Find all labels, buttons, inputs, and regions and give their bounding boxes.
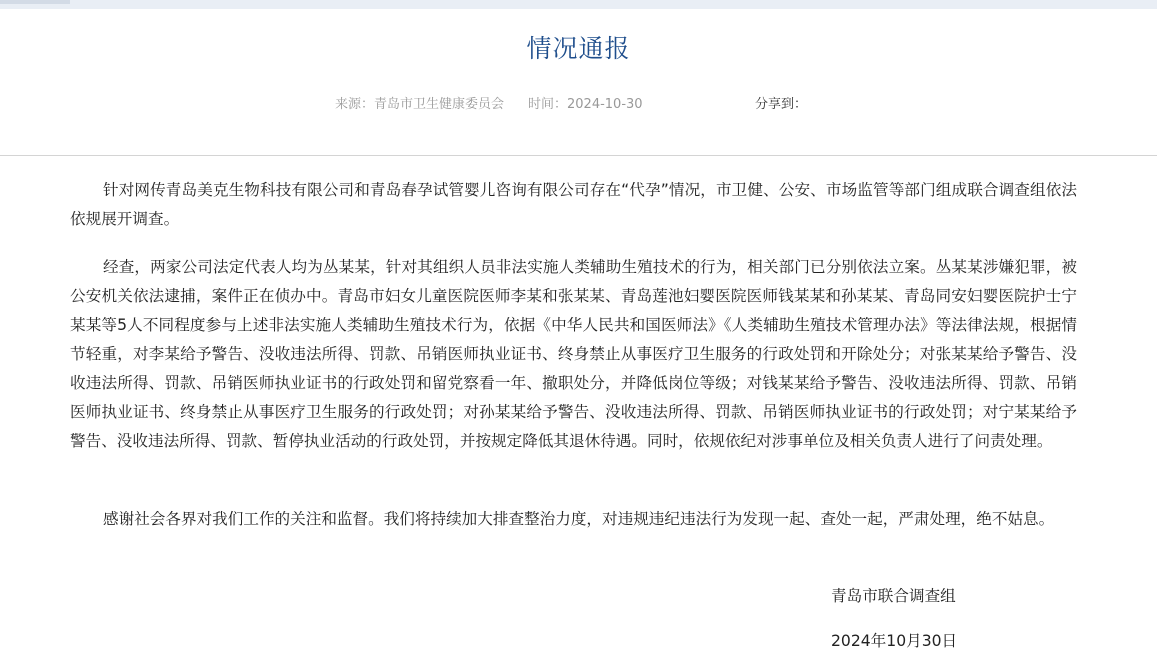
share-label: 分享到： (755, 97, 808, 112)
top-nav-remnant (0, 0, 70, 4)
signature-org: 青岛市联合调查组 (831, 587, 956, 605)
publish-time: 时间：2024-10-30 (528, 97, 643, 112)
source-label: 来源：青岛市卫生健康委员会 (335, 97, 505, 112)
paragraph-findings: 经查，两家公司法定代表人均为丛某某，针对其组织人员非法实施人类辅助生殖技术的行为，相关部门已分别依法立案。丛某某涉嫌犯罪，被公安机关依法逮捕，案件正在侦办中。青岛市妇女儿童医院医师李某和张某某、青岛莲池妇婴医院医师钱某某和孙某某、青岛同安妇婴医院护士宁某某等5人不同程度参与上述非法实施人类辅助生殖技术行为，依据《中华人民共和国医师法》《人类辅助生殖技术管理办法》等法律法规，根据情节轻重，对李某给予警告、没收违法所得、罚款、吊销医师执业证书、终身禁止从事医疗卫生服务的行政处罚和开除处分；对张某某给予警告、没收违法所得、罚款、吊销医师执业证书的行政处罚和留党察看一年、撤职处分，并降低岗位等级；对钱某某给予警告、没收违法所得、罚款、吊销医师执业证书、终身禁止从事医疗卫生服务的行政处罚；对孙某某给予警告、没收违法所得、罚款、吊销医师执业证书的行政处罚；对宁某某给予警告、没收违法所得、罚款、暂停执业活动的行政处罚，并按规定降低其退休待遇。同时，依规依纪对涉事单位及相关负责人进行了问责处理。 (70, 258, 1077, 450)
paragraph-intro: 针对网传青岛美克生物科技有限公司和青岛春孕试管婴儿咨询有限公司存在“代孕”情况，市卫健、公安、市场监管等部门组成联合调查组依法依规展开调查。 (70, 181, 1077, 228)
page-title: 情况通报 (526, 34, 631, 63)
top-nav-strip (0, 0, 1157, 9)
header-divider (0, 155, 1157, 156)
signature-date: 2024年10月30日 (831, 632, 958, 650)
paragraph-closing: 感谢社会各界对我们工作的关注和监督。我们将持续加大排查整治力度，对违规违纪违法行为发现一起、查处一起，严肃处理，绝不姑息。 (103, 510, 1055, 528)
